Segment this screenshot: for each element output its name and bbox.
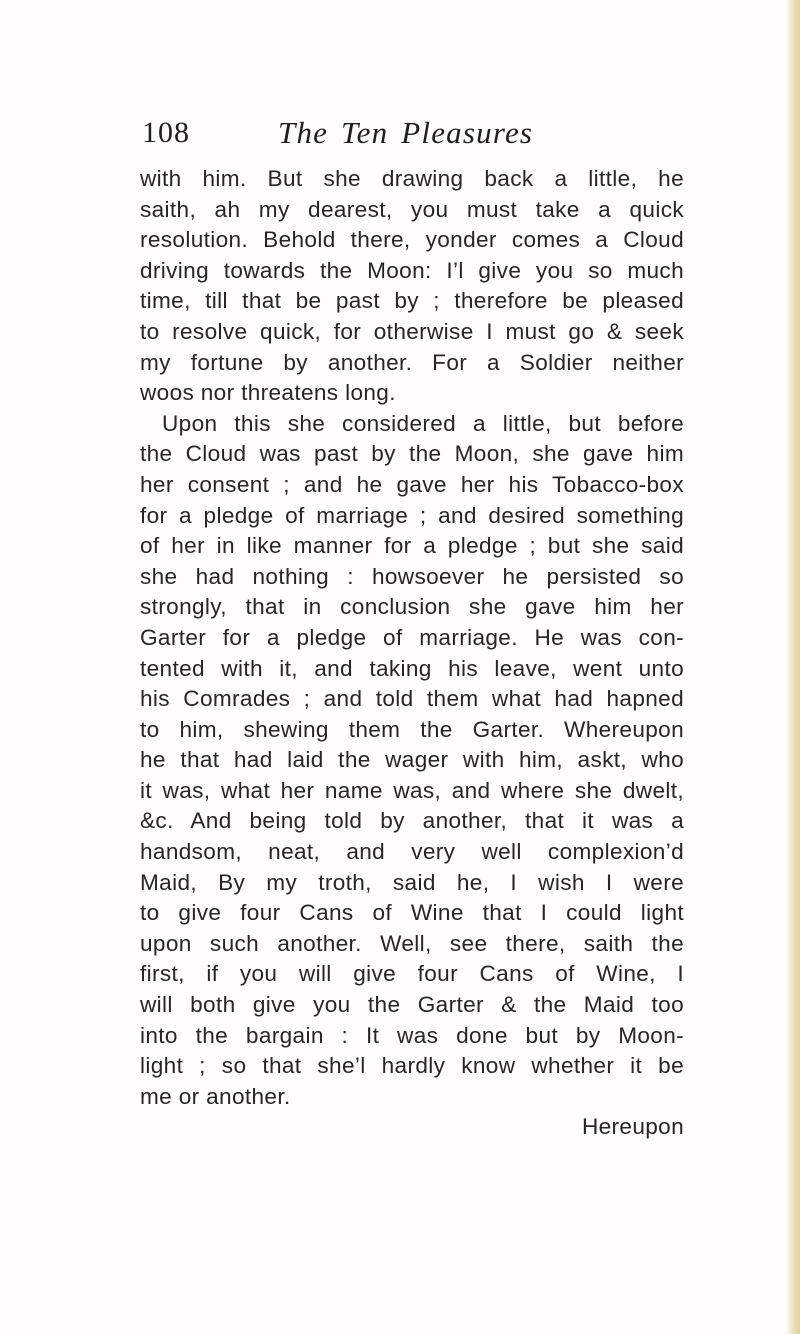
text-line: time, till that be past by ; therefore be pleased: [140, 288, 684, 314]
body-text: [140, 164, 684, 1143]
text-line: the Cloud was past by the Moon, she gave him: [140, 441, 684, 467]
text-line: Maid, By my troth, said he, I wish I were: [140, 869, 684, 895]
text-line: upon such another. Well, see there, saith the: [140, 930, 684, 956]
text-line: tented with it, and taking his leave, went unto: [140, 655, 684, 681]
text-line: light ; so that she’l hardly know whether it be: [140, 1053, 684, 1079]
text-line: her consent ; and he gave her his Tobacco-box: [140, 471, 684, 497]
text-line: to him, shewing them the Garter. Whereupon: [140, 716, 684, 742]
text-line: driving towards the Moon: I’l give you so much: [140, 257, 684, 283]
text-line: will both give you the Garter & the Maid too: [140, 992, 684, 1018]
text-line: &c. And being told by another, that it was a: [140, 808, 684, 834]
text-line: his Comrades ; and told them what had hapned: [140, 686, 684, 712]
text-line: to give four Cans of Wine that I could light: [140, 900, 684, 926]
text-line: to resolve quick, for otherwise I must go & seek: [140, 318, 684, 344]
text-line: she had nothing : howsoever he persisted so: [140, 563, 684, 589]
text-line: into the bargain : It was done but by Moon-: [140, 1022, 684, 1048]
paragraph-end-line: me or another.: [140, 1083, 291, 1109]
text-line: first, if you will give four Cans of Wine, I: [140, 961, 684, 987]
text-line: of her in like manner for a pledge ; but she said: [140, 533, 684, 559]
text-line: Garter for a pledge of marriage. He was con-: [140, 624, 684, 650]
paragraph-end-line: woos nor threatens long.: [140, 380, 396, 406]
text-line: resolution. Behold there, yonder comes a Cloud: [140, 227, 684, 253]
paragraph-start-line: Upon this she considered a little, but before: [162, 410, 684, 436]
text-line: strongly, that in conclusion she gave him her: [140, 594, 684, 620]
text-line: with him. But she drawing back a little, he: [140, 166, 684, 191]
running-title: The Ten Pleasures: [278, 115, 534, 150]
text-line: it was, what her name was, and where she dwelt,: [140, 777, 684, 803]
text-line: he that had laid the wager with him, askt, who: [140, 747, 684, 773]
text-line: my fortune by another. For a Soldier neither: [140, 349, 684, 375]
page-edge-shadow: [786, 0, 800, 1334]
text-line: for a pledge of marriage ; and desired something: [140, 502, 684, 528]
text-line: saith, ah my dearest, you must take a quick: [140, 196, 684, 222]
page-number: 108: [142, 116, 190, 149]
text-line: handsom, neat, and very well complexion’d: [140, 839, 684, 865]
catchword: Hereupon: [581, 1114, 684, 1140]
page-header: [142, 116, 622, 166]
